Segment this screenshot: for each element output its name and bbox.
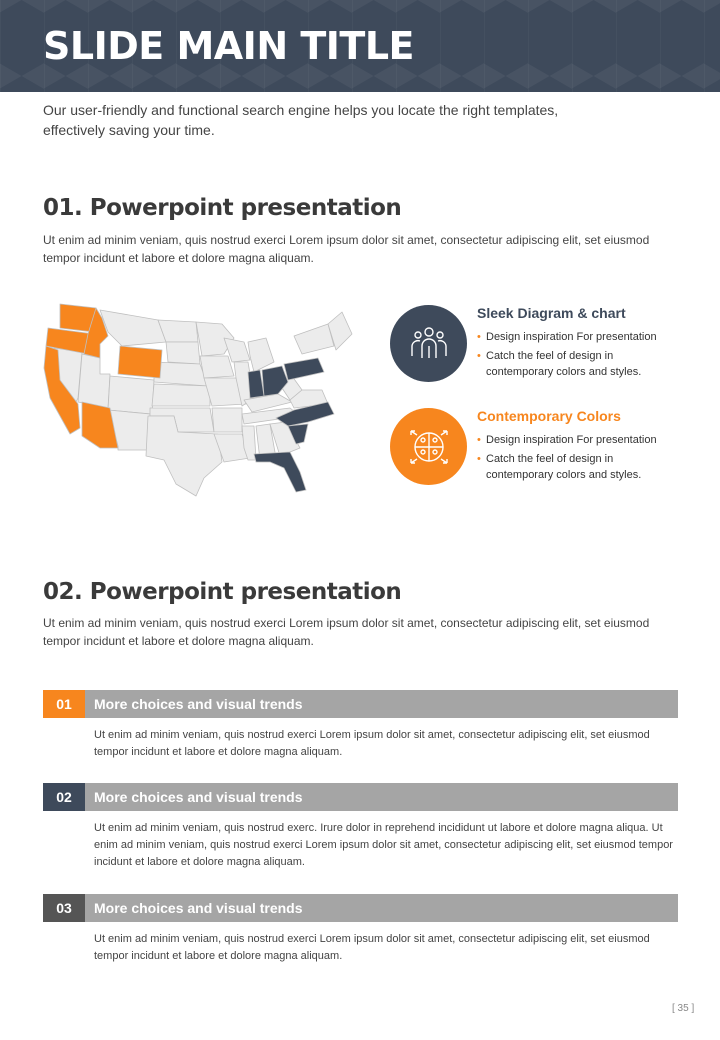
state-south-dakota [166, 342, 200, 364]
item-title: More choices and visual trends [85, 894, 678, 922]
header-banner [0, 0, 720, 92]
state-indiana [248, 370, 264, 398]
item-title: More choices and visual trends [85, 783, 678, 811]
section-2-title: 02. Powerpoint presentation [43, 579, 402, 605]
bullet-item: • Design inspiration For presentation [477, 432, 682, 448]
feature-bullets [477, 329, 682, 383]
slide-title: SLIDE MAIN TITLE [43, 24, 414, 68]
team-arrows-icon [407, 425, 451, 469]
item-number: 01 [43, 690, 85, 718]
feature-bullets [477, 432, 682, 486]
state-utah [78, 354, 110, 408]
state-new-york [294, 324, 334, 354]
bullet-item: • Design inspiration For presentation [477, 329, 682, 345]
section-1-title: 01. Powerpoint presentation [43, 195, 402, 221]
page-number: [ 35 ] [672, 1003, 695, 1014]
state-michigan [248, 338, 274, 372]
item-body: Ut enim ad minim veniam, quis nostrud exerci Lorem ipsum dolor sit amet, consectetur adipiscing elit, set eiusmod tempor incidunt et labore et dolore magna aliquam. [94, 729, 650, 758]
state-nebraska [154, 362, 208, 386]
feature-title: Contemporary Colors [477, 408, 621, 424]
feature-sleek-diagram [390, 305, 690, 385]
state-florida [254, 452, 306, 492]
state-wyoming [118, 346, 162, 378]
item-number: 03 [43, 894, 85, 922]
state-kansas [152, 384, 210, 406]
state-montana [100, 310, 166, 346]
item-title: More choices and visual trends [85, 690, 678, 718]
state-iowa [200, 356, 234, 378]
intro-text: Our user-friendly and functional search engine helps you locate the right templates, effectively saving your time. [43, 102, 559, 138]
state-pennsylvania [284, 358, 324, 380]
feature-title: Sleek Diagram & chart [477, 305, 626, 321]
bullet-item: • Catch the feel of design in contemporary colors and styles. [477, 348, 682, 380]
people-group-icon [407, 322, 451, 366]
item-number: 02 [43, 783, 85, 811]
bullet-item: • Catch the feel of design in contemporary colors and styles. [477, 451, 682, 483]
state-colorado [108, 376, 154, 414]
feature-icon-circle [390, 305, 467, 382]
section-2-description: Ut enim ad minim veniam, quis nostrud exerci Lorem ipsum dolor sit amet, consectetur adipiscing elit, set eiusmod tempor incidunt et labore et dolore magna aliquam. [43, 616, 650, 648]
feature-contemporary-colors [390, 408, 690, 488]
item-body: Ut enim ad minim veniam, quis nostrud exerc. Irure dolor in reprehend incididunt ut labore et dolore magna aliqua. Ut enim ad minim veniam, quis nostrud exerci Lorem ipsum dolor sit amet, consectetur adipiscing elit, set eiusmod tempor incidunt et labore et dolore magna aliquam. [94, 822, 673, 868]
feature-icon-circle [390, 408, 467, 485]
item-body: Ut enim ad minim veniam, quis nostrud exerci Lorem ipsum dolor sit amet, consectetur adipiscing elit, set eiusmod tempor incidunt et labore et dolore magna aliquam. [94, 933, 650, 962]
us-map [38, 298, 356, 498]
state-arkansas [212, 408, 242, 432]
section-1-description: Ut enim ad minim veniam, quis nostrud exerci Lorem ipsum dolor sit amet, consectetur adipiscing elit, set eiusmod tempor incidunt et labore et dolore magna aliquam. [43, 233, 650, 265]
